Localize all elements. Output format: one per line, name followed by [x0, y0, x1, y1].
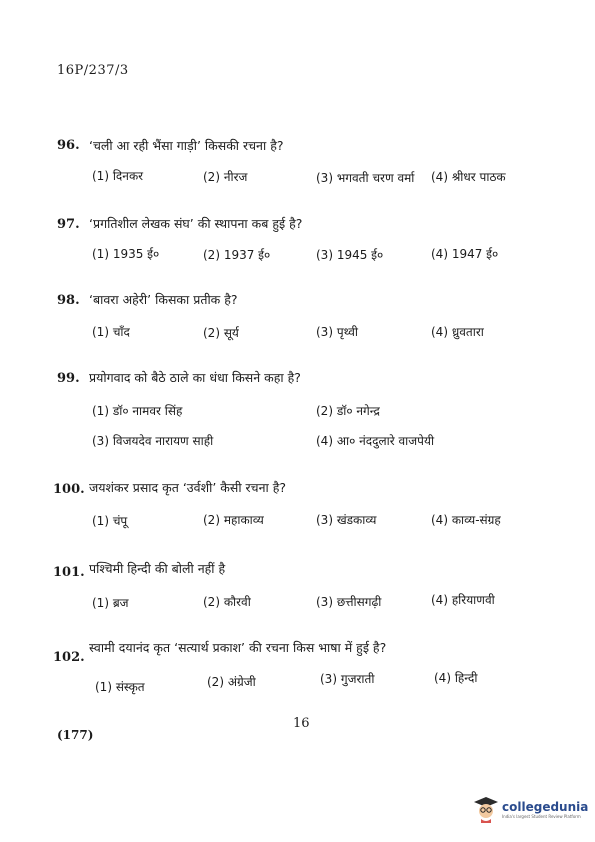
question-102-number: 102.: [53, 650, 85, 665]
question-101-option-1: (1) ब्रज: [92, 596, 129, 610]
question-102-option-2: (2) अंग्रेजी: [207, 675, 256, 689]
graduate-mascot-icon: [473, 795, 499, 823]
question-99-option-2: (2) डॉ० नगेन्द्र: [316, 404, 380, 418]
question-99-option-3: (3) विजयदेव नारायण साही: [92, 434, 214, 448]
paper-code: 16P/237/3: [57, 63, 129, 78]
question-100-option-2: (2) महाकाव्य: [203, 513, 264, 527]
question-96-option-2: (2) नीरज: [203, 170, 248, 184]
question-101-option-4: (4) हरियाणवी: [431, 593, 495, 607]
question-98-number: 98.: [57, 293, 80, 308]
question-100-text: जयशंकर प्रसाद कृत ‘उर्वशी’ कैसी रचना है?: [89, 480, 287, 495]
question-99-option-1: (1) डॉ० नामवर सिंह: [92, 404, 183, 418]
question-97-text: ‘प्रगतिशील लेखक संघ’ की स्थापना कब हुई है?: [89, 216, 303, 231]
question-98-option-4: (4) ध्रुवतारा: [431, 325, 484, 339]
booklet-code: (177): [57, 728, 94, 742]
question-102-option-3: (3) गुजराती: [320, 672, 375, 686]
question-99-text: प्रयोगवाद को बैठे ठाले का धंधा किसने कहा है?: [89, 370, 301, 385]
question-101-option-3: (3) छत्तीसगढ़ी: [316, 595, 382, 609]
question-96-number: 96.: [57, 138, 80, 153]
question-102-option-4: (4) हिन्दी: [434, 671, 478, 685]
question-97-option-2: (2) 1937 ई०: [203, 248, 271, 262]
question-97-option-1: (1) 1935 ई०: [92, 247, 160, 261]
question-96-option-1: (1) दिनकर: [92, 169, 144, 183]
question-98-option-2: (2) सूर्य: [203, 326, 239, 340]
question-98-option-1: (1) चाँद: [92, 325, 130, 339]
question-101-text: पश्चिमी हिन्दी की बोली नहीं है: [89, 561, 226, 576]
logo-name: collegedunia: [502, 799, 589, 814]
logo-tagline: India's largest Student Review Platform: [502, 813, 581, 819]
question-101-option-2: (2) कौरवी: [203, 595, 251, 609]
question-100-option-1: (1) चंपू: [92, 514, 128, 528]
question-102-option-1: (1) संस्कृत: [95, 680, 145, 694]
question-96-option-4: (4) श्रीधर पाठक: [431, 170, 506, 184]
question-97-number: 97.: [57, 217, 80, 232]
question-98-text: ‘बावरा अहेरी’ किसका प्रतीक है?: [89, 292, 238, 307]
question-96-option-3: (3) भगवती चरण वर्मा: [316, 171, 415, 185]
question-99-option-4: (4) आ० नंददुलारे वाजपेयी: [316, 434, 435, 448]
question-100-option-3: (3) खंडकाव्य: [316, 513, 377, 527]
question-98-option-3: (3) पृथ्वी: [316, 325, 359, 339]
question-100-number: 100.: [53, 482, 85, 497]
question-97-option-4: (4) 1947 ई०: [431, 247, 499, 261]
question-100-option-4: (4) काव्य-संग्रह: [431, 513, 501, 527]
question-97-option-3: (3) 1945 ई०: [316, 248, 384, 262]
page-number: 16: [293, 716, 310, 731]
question-96-text: ‘चली आ रही भैंसा गाड़ी’ किसकी रचना है?: [89, 138, 284, 153]
question-101-number: 101.: [53, 565, 85, 580]
question-99-number: 99.: [57, 371, 80, 386]
question-102-text: स्वामी दयानंद कृत ‘सत्यार्थ प्रकाश’ की रचना किस भाषा में हुई है?: [89, 640, 387, 655]
collegedunia-logo: [473, 795, 588, 823]
